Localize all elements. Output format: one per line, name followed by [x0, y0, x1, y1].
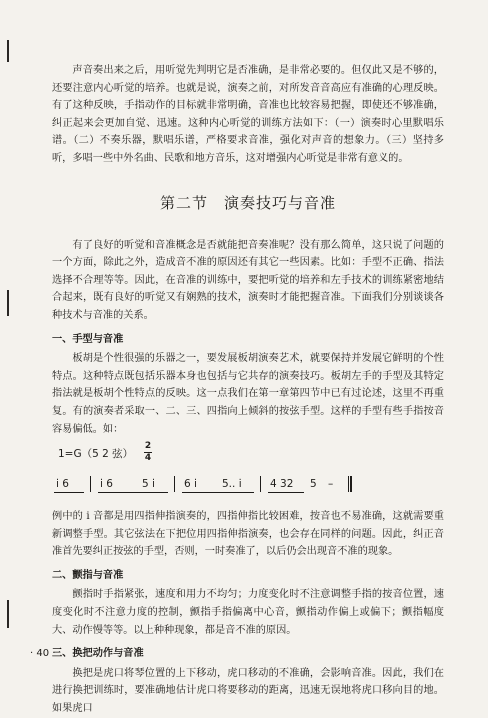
note-group: 5.. i̇	[222, 478, 242, 491]
paragraph-shifting: 换把是虎口将琴位置的上下移动，虎口移动的不准确，会影响音准。因此，我们在进行换把训练时，要准确地估计虎口将要移动的距离，迅速无误地将虎口移向目的地。如果虎口	[52, 667, 444, 715]
time-signature: 2 4	[144, 441, 152, 464]
heading-vibrato: 二、颤指与音准	[52, 568, 124, 581]
paragraph-hand-shape: 板胡是个性很强的乐器之一，要发展板胡演奏艺术，就要保持并发展它鲜明的个性特点。这种特点既包括乐器本身也包括与它共存的演奏技巧。板胡左手的手型及其特定指法就是板胡个性特点的反映。这一点我们在第一章第四节中已有过论述，这里不再重复。有的演奏者采取一、二、三、四指向上倾斜的按弦手型。这样的手型有些手指按音容易偏低。如：	[52, 353, 444, 435]
page-number: · 40 ·	[30, 648, 56, 659]
beam-line	[98, 492, 168, 493]
binding-line-top	[7, 40, 9, 62]
note-group: –	[328, 478, 334, 491]
binding-line-bottom	[7, 600, 9, 628]
key-signature: 1=G（5 2 弦）	[58, 448, 134, 461]
note-group: i̇ 6	[100, 478, 113, 491]
binding-line-middle	[7, 290, 9, 316]
section-title: 第二节 演奏技巧与音准	[159, 193, 336, 212]
paragraph-fourth-finger: 例中的 i̇ 音都是用四指伸指演奏的，四指伸指比较困难，按音也不易准确，这就需要重新调整手型。其它弦法在下把位用四指伸指演奏，也会存在同样的问题。因此，纠正音准首先要纠正按弦的手型，否则，一时奏准了，以后仍会出现音不准的现象。	[52, 511, 444, 558]
note-group: 5 i̇	[142, 478, 155, 491]
heading-hand-shape: 一、手型与音准	[52, 332, 124, 345]
note-group: 6 i̇	[184, 478, 197, 491]
note-group: 5	[310, 478, 317, 491]
paragraph-vibrato: 颤指时手指紧张，速度和用力不均匀；力度变化时不注意调整手指的按音位置，速度变化时不注意力度的控制，颤指手指偏离中心音，颤指动作偏上或偏下；颤指幅度大、动作慢等等。以上种种现象，都是音不准的原因。	[52, 589, 444, 636]
bar-line	[174, 476, 175, 492]
heading-shifting: 三、换把动作与音准	[52, 647, 144, 660]
beam-line	[182, 492, 254, 493]
beam-line	[268, 492, 304, 493]
bar-line	[90, 476, 91, 492]
paragraph-inner-hearing: 声音奏出来之后，用听觉先判明它是否准确，是非常必要的。但仅此又是不够的，还要注意内心听觉的培养。也就是说，演奏之前，对所发音音高应有准确的心理反映。有了这种反映，手指动作的目标就非常明确，音准也比较容易把握，即使还不够准确，纠正起来会更加自觉、迅速。这种内心听觉的训练方法如下：（一）演奏时心里默唱乐谱。（二）不奏乐器，默唱乐谱，严格要求音准，强化对声音的想象力。（三）坚持多听，多唱一些中外名曲、民歌和地方音乐，这对增强内心听觉是非常有意义的。	[52, 65, 444, 164]
final-bar-line	[348, 476, 352, 492]
paragraph-technique-intro: 有了良好的听觉和音准概念是否就能把音奏准呢？没有那么简单，这只说了问题的一个方面，除此之外，造成音不准的原因还有其它一些因素。比如：手型不正确、指法选择不合理等等。因此，在音准的训练中，要把听觉的培养和左手技术的训练紧密地结合起来，既有良好的听觉又有娴熟的技术，演奏时才能把握音准。下面我们分别谈谈各种技术与音准的关系。	[52, 239, 444, 321]
note-group: 4 32	[270, 478, 294, 491]
music-notation-example	[52, 442, 444, 506]
page-body	[52, 62, 444, 718]
note-group: i̇ 6	[56, 478, 69, 491]
bar-line	[260, 476, 261, 492]
beam-line	[54, 492, 84, 493]
